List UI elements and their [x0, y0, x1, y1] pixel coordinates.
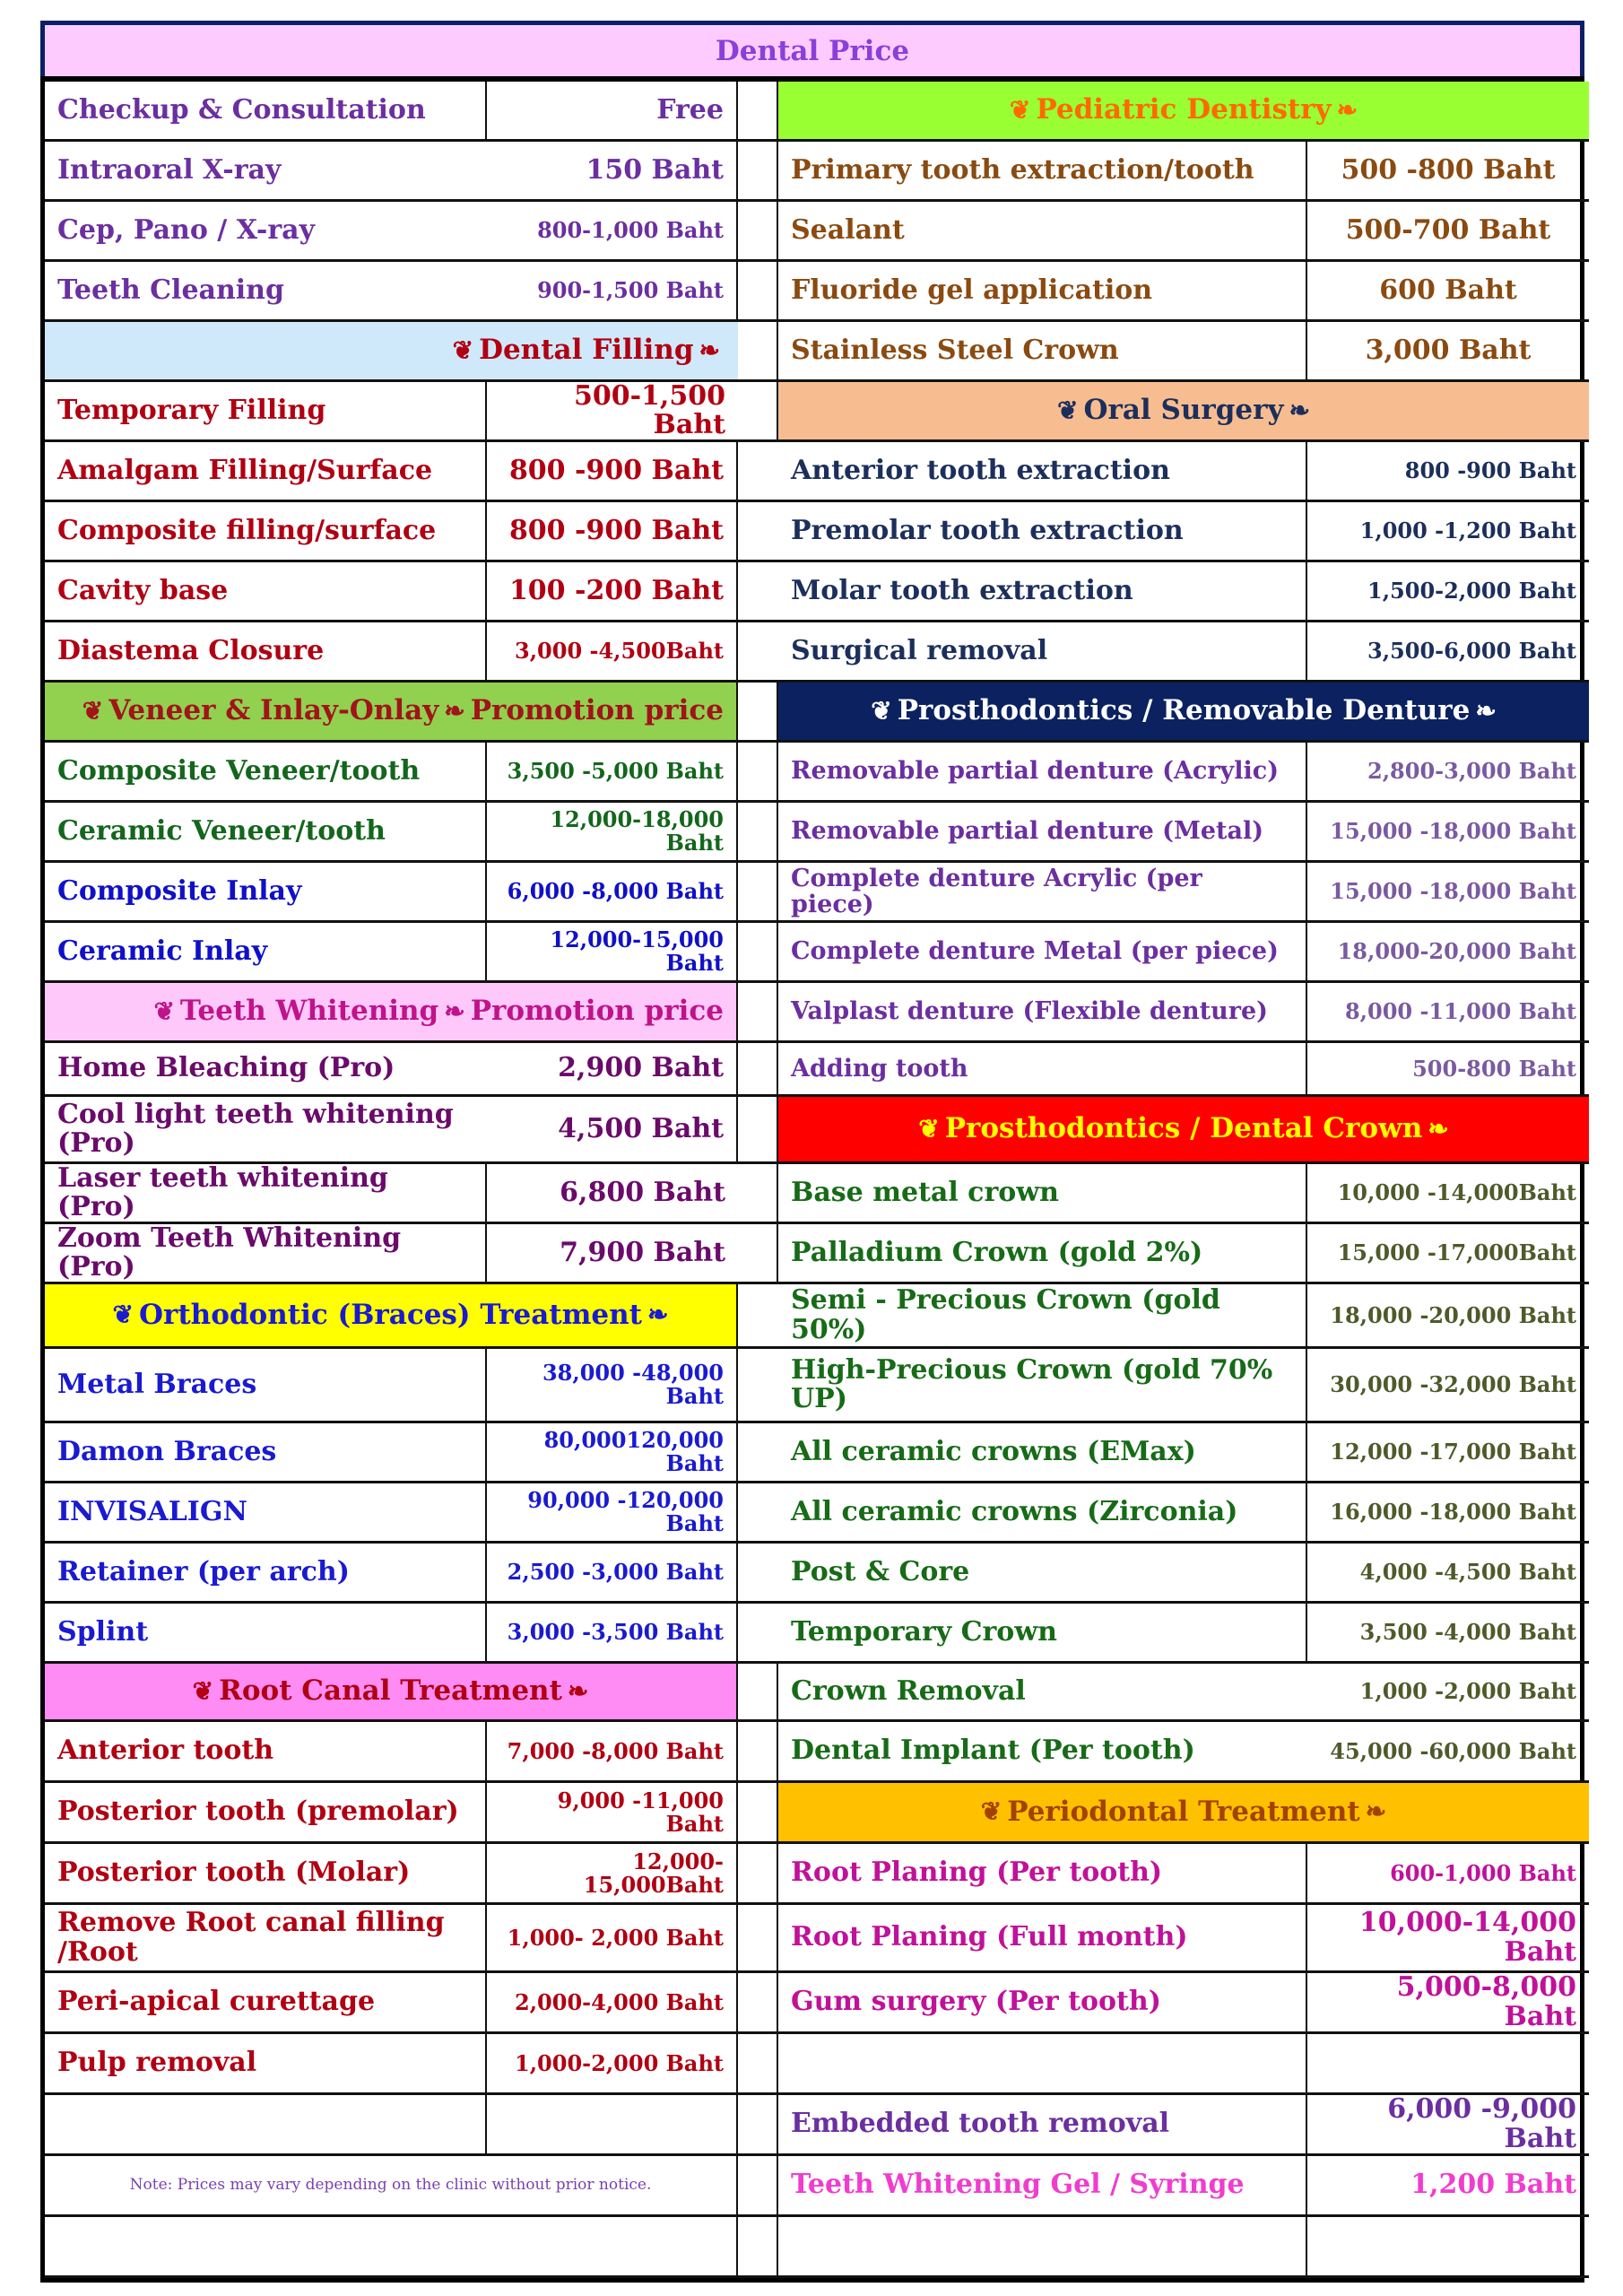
- service-price: Free: [487, 82, 738, 142]
- right-empty-cell: [778, 2034, 1307, 2095]
- section-title: Periodontal Treatment: [1007, 1795, 1360, 1828]
- service-name: Anterior tooth extraction: [778, 442, 1307, 502]
- column-gap: [738, 803, 778, 863]
- service-price: 12,000-18,000 Baht: [487, 803, 738, 863]
- service-name: Composite filling/surface: [45, 502, 487, 562]
- section-header-crown: [778, 1097, 1589, 1164]
- right-empty-cell: [778, 2217, 1307, 2278]
- service-price: 1,200 Baht: [1307, 2156, 1589, 2217]
- service-price: 800 -900 Baht: [487, 502, 738, 562]
- section-title: Prosthodontics / Removable Denture: [897, 694, 1471, 727]
- service-name: Temporary Filling: [45, 382, 487, 442]
- service-name: Teeth Cleaning: [45, 262, 487, 322]
- service-price: 1,000-2,000 Baht: [487, 2034, 738, 2095]
- column-gap: [738, 442, 778, 502]
- service-price: 3,000 -4,500Baht: [487, 622, 738, 683]
- section-header-pediatric: [778, 82, 1589, 142]
- ornament-right-icon: ❧: [567, 1675, 589, 1706]
- service-name: Teeth Whitening Gel / Syringe: [778, 2156, 1307, 2217]
- service-name: Removable partial denture (Acrylic): [778, 743, 1307, 803]
- service-price: 12,000-15,000Baht: [487, 1844, 738, 1905]
- price-table: [40, 76, 1584, 2283]
- service-price: 500-1,500 Baht: [487, 382, 738, 442]
- ornament-left-icon: ❦: [871, 695, 892, 726]
- service-name: Composite Veneer/tooth: [45, 743, 487, 803]
- service-price: 16,000 -18,000 Baht: [1307, 1483, 1589, 1544]
- service-name: Metal Braces: [45, 1349, 487, 1423]
- service-price: 1,500-2,000 Baht: [1307, 562, 1589, 622]
- ornament-left-icon: ❦: [82, 695, 104, 726]
- column-gap: [738, 863, 778, 923]
- service-name: Base metal crown: [778, 1164, 1307, 1224]
- service-price: 800 -900 Baht: [487, 442, 738, 502]
- section-header-oral_surgery: [778, 382, 1589, 442]
- service-name: Molar tooth extraction: [778, 562, 1307, 622]
- left-empty-price-cell: [487, 2095, 738, 2156]
- service-name: Peri-apical curettage: [45, 1973, 487, 2034]
- service-price: 6,000 -9,000 Baht: [1307, 2095, 1589, 2156]
- service-name: Valplast denture (Flexible denture): [778, 983, 1307, 1043]
- service-name: Temporary Crown: [778, 1604, 1307, 1664]
- column-gap: [738, 2034, 778, 2095]
- ornament-right-icon: ❧: [1336, 94, 1358, 125]
- ornament-right-icon: ❧: [699, 335, 720, 365]
- section-title: Root Canal Treatment: [219, 1674, 562, 1708]
- column-gap: [738, 562, 778, 622]
- service-name: Cep, Pano / X-ray: [45, 202, 487, 262]
- service-price: 900-1,500 Baht: [487, 262, 738, 322]
- service-price: 2,500 -3,000 Baht: [487, 1544, 738, 1604]
- column-gap: [738, 1844, 778, 1905]
- section-title: Veneer & Inlay-Onlay: [108, 694, 439, 727]
- service-price: 500-700 Baht: [1307, 202, 1589, 262]
- service-name: Root Planing (Full month): [778, 1905, 1307, 1973]
- column-gap: [738, 743, 778, 803]
- service-price: 5,000-8,000 Baht: [1307, 1973, 1589, 2034]
- service-name: Semi - Precious Crown (gold 50%): [778, 1284, 1307, 1349]
- section-header-veneer: [45, 683, 738, 743]
- ornament-right-icon: ❧: [1428, 1113, 1449, 1144]
- price-sheet: [40, 21, 1584, 2283]
- column-gap: [738, 1164, 778, 1224]
- ornament-left-icon: ❦: [112, 1300, 134, 1330]
- service-price: 100 -200 Baht: [487, 562, 738, 622]
- service-price: 30,000 -32,000 Baht: [1307, 1349, 1589, 1423]
- column-gap: [738, 1349, 778, 1423]
- service-price: 4,500 Baht: [487, 1097, 738, 1164]
- column-gap: [738, 1722, 778, 1783]
- section-title: Prosthodontics / Dental Crown: [944, 1112, 1423, 1145]
- service-name: All ceramic crowns (EMax): [778, 1423, 1307, 1483]
- left-empty-price-cell: [487, 2217, 738, 2278]
- column-gap: [738, 1604, 778, 1664]
- column-gap: [738, 502, 778, 562]
- service-name: INVISALIGN: [45, 1483, 487, 1544]
- service-name: Fluoride gel application: [778, 262, 1307, 322]
- service-name: Post & Core: [778, 1544, 1307, 1604]
- price-note: Note: Prices may vary depending on the clinic without prior notice.: [45, 2156, 738, 2217]
- service-name: Complete denture Metal (per piece): [778, 923, 1307, 983]
- service-price: 7,000 -8,000 Baht: [487, 1722, 738, 1783]
- column-gap: [738, 622, 778, 683]
- service-name: Diastema Closure: [45, 622, 487, 683]
- service-name: Splint: [45, 1604, 487, 1664]
- service-price: 10,000 -14,000Baht: [1307, 1164, 1589, 1224]
- service-name: Ceramic Inlay: [45, 923, 487, 983]
- column-gap: [738, 1973, 778, 2034]
- service-name: Composite Inlay: [45, 863, 487, 923]
- ornament-right-icon: ❧: [1475, 695, 1497, 726]
- section-header-root: [45, 1664, 738, 1722]
- column-gap: [738, 1043, 778, 1097]
- service-price: 800-1,000 Baht: [487, 202, 738, 262]
- section-title: Pediatric Dentistry: [1036, 93, 1332, 126]
- service-name: Stainless Steel Crown: [778, 322, 1307, 382]
- service-price: 3,500-6,000 Baht: [1307, 622, 1589, 683]
- section-header-ortho: [45, 1284, 738, 1349]
- column-gap: [738, 382, 778, 442]
- service-name: Gum surgery (Per tooth): [778, 1973, 1307, 2034]
- service-price: 2,000-4,000 Baht: [487, 1973, 738, 2034]
- service-name: Laser teeth whitening (Pro): [45, 1164, 487, 1224]
- ornament-right-icon: ❧: [1289, 395, 1310, 425]
- service-price: 500-800 Baht: [1307, 1043, 1589, 1097]
- service-name: Damon Braces: [45, 1423, 487, 1483]
- column-gap: [738, 1097, 778, 1164]
- column-gap: [738, 142, 778, 202]
- ornament-right-icon: ❧: [647, 1300, 669, 1330]
- service-price: 2,900 Baht: [487, 1043, 738, 1097]
- ornament-left-icon: ❦: [153, 996, 175, 1026]
- service-name: Complete denture Acrylic (per piece): [778, 863, 1307, 923]
- ornament-right-icon: ❧: [444, 695, 465, 726]
- section-header-perio: [778, 1783, 1589, 1844]
- service-price: 3,000 -3,500 Baht: [487, 1604, 738, 1664]
- left-empty-cell: [45, 2095, 487, 2156]
- service-name: Removable partial denture (Metal): [778, 803, 1307, 863]
- left-empty-cell: [45, 2217, 487, 2278]
- service-name: Sealant: [778, 202, 1307, 262]
- section-title: Oral Surgery: [1083, 394, 1284, 427]
- service-name: Dental Implant (Per tooth): [778, 1722, 1307, 1783]
- service-price: 12,000 -17,000 Baht: [1307, 1423, 1589, 1483]
- service-price: 45,000 -60,000 Baht: [1307, 1722, 1589, 1783]
- service-name: Posterior tooth (Molar): [45, 1844, 487, 1905]
- service-price: 4,000 -4,500 Baht: [1307, 1544, 1589, 1604]
- section-title: Dental Filling: [479, 334, 694, 367]
- column-gap: [738, 2217, 778, 2278]
- ornament-left-icon: ❦: [192, 1675, 214, 1706]
- service-name: Remove Root canal filling /Root: [45, 1905, 487, 1973]
- service-price: 7,900 Baht: [487, 1224, 738, 1284]
- service-price: 90,000 -120,000 Baht: [487, 1483, 738, 1544]
- column-gap: [738, 82, 778, 142]
- column-gap: [738, 322, 778, 382]
- service-price: 6,000 -8,000 Baht: [487, 863, 738, 923]
- service-price: 15,000 -18,000 Baht: [1307, 803, 1589, 863]
- column-gap: [738, 2156, 778, 2217]
- ornament-left-icon: ❦: [980, 1796, 1002, 1827]
- ornament-left-icon: ❦: [918, 1113, 940, 1144]
- service-name: Zoom Teeth Whitening (Pro): [45, 1224, 487, 1284]
- service-name: Palladium Crown (gold 2%): [778, 1224, 1307, 1284]
- right-empty-price-cell: [1307, 2034, 1589, 2095]
- promotion-label: Promotion price: [470, 694, 724, 727]
- service-price: 150 Baht: [487, 142, 738, 202]
- ornament-left-icon: ❦: [1057, 395, 1079, 425]
- column-gap: [738, 1783, 778, 1844]
- section-header-whitening: [45, 983, 738, 1043]
- service-price: 38,000 -48,000 Baht: [487, 1349, 738, 1423]
- service-name: Ceramic Veneer/tooth: [45, 803, 487, 863]
- right-empty-price-cell: [1307, 2217, 1589, 2278]
- service-name: Embedded tooth removal: [778, 2095, 1307, 2156]
- column-gap: [738, 202, 778, 262]
- column-gap: [738, 1224, 778, 1284]
- service-name: Primary tooth extraction/tooth: [778, 142, 1307, 202]
- column-gap: [738, 262, 778, 322]
- service-price: 3,500 -4,000 Baht: [1307, 1604, 1589, 1664]
- service-name: All ceramic crowns (Zirconia): [778, 1483, 1307, 1544]
- column-gap: [738, 1284, 778, 1349]
- section-title: Orthodontic (Braces) Treatment: [139, 1298, 642, 1331]
- service-price: 15,000 -18,000 Baht: [1307, 863, 1589, 923]
- service-price: 18,000-20,000 Baht: [1307, 923, 1589, 983]
- ornament-left-icon: ❦: [1009, 94, 1031, 125]
- service-price: 500 -800 Baht: [1307, 142, 1589, 202]
- service-price: 800 -900 Baht: [1307, 442, 1589, 502]
- column-gap: [738, 1423, 778, 1483]
- column-gap: [738, 1905, 778, 1973]
- service-price: 3,500 -5,000 Baht: [487, 743, 738, 803]
- service-price: 12,000-15,000 Baht: [487, 923, 738, 983]
- ornament-left-icon: ❦: [452, 335, 474, 365]
- service-name: Intraoral X-ray: [45, 142, 487, 202]
- service-name: Amalgam Filling/Surface: [45, 442, 487, 502]
- service-name: Home Bleaching (Pro): [45, 1043, 487, 1097]
- ornament-right-icon: ❧: [444, 996, 465, 1026]
- promotion-label: Promotion price: [470, 995, 724, 1028]
- service-name: Root Planing (Per tooth): [778, 1844, 1307, 1905]
- service-name: High-Precious Crown (gold 70% UP): [778, 1349, 1307, 1423]
- service-price: 1,000 -1,200 Baht: [1307, 502, 1589, 562]
- section-header-removable: [778, 683, 1589, 743]
- service-price: 15,000 -17,000Baht: [1307, 1224, 1589, 1284]
- service-price: 8,000 -11,000 Baht: [1307, 983, 1589, 1043]
- service-price: 3,000 Baht: [1307, 322, 1589, 382]
- service-name: Retainer (per arch): [45, 1544, 487, 1604]
- service-price: 600-1,000 Baht: [1307, 1844, 1589, 1905]
- column-gap: [738, 1544, 778, 1604]
- service-price: 10,000-14,000 Baht: [1307, 1905, 1589, 1973]
- column-gap: [738, 1664, 778, 1722]
- page-title: Dental Price: [40, 21, 1584, 76]
- column-gap: [738, 983, 778, 1043]
- service-price: 9,000 -11,000 Baht: [487, 1783, 738, 1844]
- service-name: Posterior tooth (premolar): [45, 1783, 487, 1844]
- service-name: Premolar tooth extraction: [778, 502, 1307, 562]
- column-gap: [738, 2095, 778, 2156]
- service-price: 80,000120,000 Baht: [487, 1423, 738, 1483]
- service-name: Cool light teeth whitening (Pro): [45, 1097, 487, 1164]
- service-price: 6,800 Baht: [487, 1164, 738, 1224]
- service-name: Anterior tooth: [45, 1722, 487, 1783]
- column-gap: [738, 923, 778, 983]
- section-header-filling: [45, 322, 738, 382]
- column-gap: [738, 683, 778, 743]
- section-title: Teeth Whitening: [179, 995, 439, 1028]
- service-name: Crown Removal: [778, 1664, 1307, 1722]
- service-price: 2,800-3,000 Baht: [1307, 743, 1589, 803]
- service-name: Pulp removal: [45, 2034, 487, 2095]
- service-name: Surgical removal: [778, 622, 1307, 683]
- service-price: 1,000- 2,000 Baht: [487, 1905, 738, 1973]
- service-price: 1,000 -2,000 Baht: [1307, 1664, 1589, 1722]
- service-name: Checkup & Consultation: [45, 82, 487, 142]
- ornament-right-icon: ❧: [1365, 1796, 1387, 1827]
- service-name: Adding tooth: [778, 1043, 1307, 1097]
- column-gap: [738, 1483, 778, 1544]
- service-name: Cavity base: [45, 562, 487, 622]
- service-price: 600 Baht: [1307, 262, 1589, 322]
- service-price: 18,000 -20,000 Baht: [1307, 1284, 1589, 1349]
